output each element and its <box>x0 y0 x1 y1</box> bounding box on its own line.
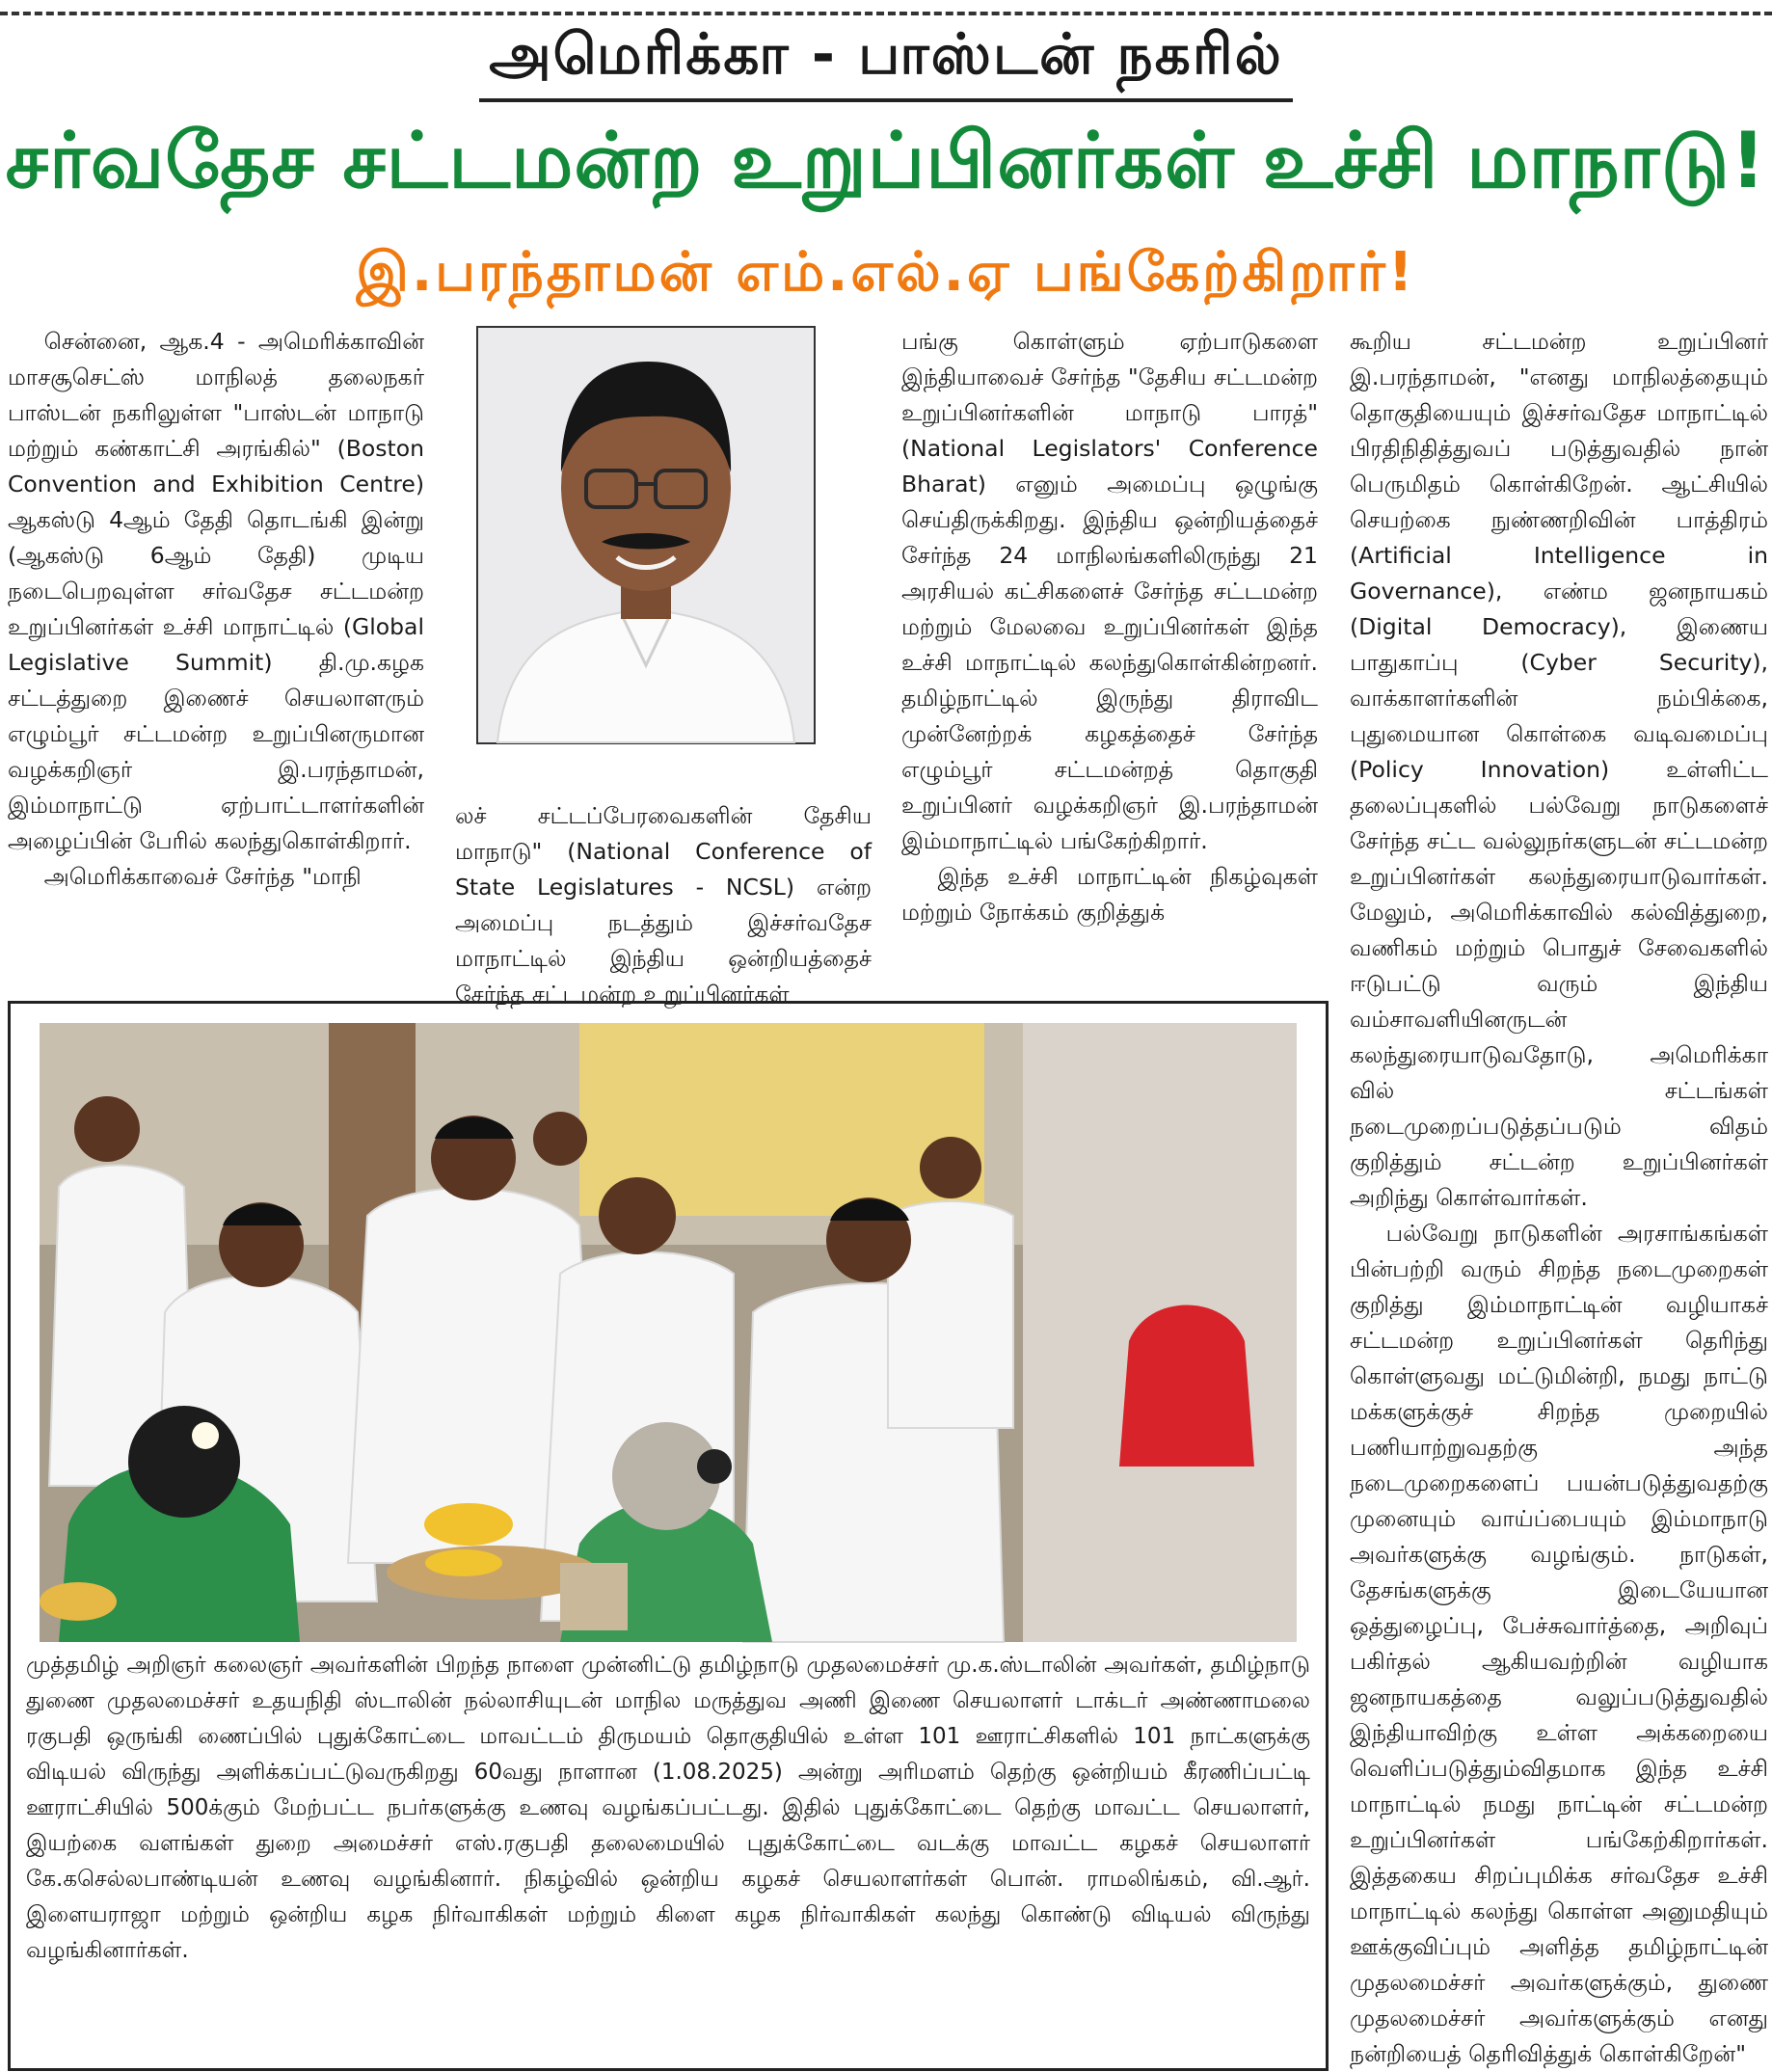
paragraph: பங்கு கொள்ளும் ஏற்பாடுகளை இந்தியாவைச் சேர்ந்த "தேசிய சட்டமன்ற உறுப்பினர்களின் மாநாடு பாரத்" (National Legislators' Conference Bharat) எனும் அமைப்பு ஒழுங்கு செய்திருக்கிறது. இந்திய ஒன்றியத்தைச் சேர்ந்த 24 மாநிலங்களிலிருந்து 21 அரசியல் கட்சிகளைச் சேர்ந்த சட்டமன்ற மற்றும் மேலவை உறுப்பினர்கள் இந்த உச்சி மாநாட்டில் கலந்துகொள்கின்றனர். தமிழ்நாட்டில் இருந்து திராவிட முன்னேற்றக் கழகத்தைச் சேர்ந்த எழும்பூர் சட்டமன்றத் தொகுதி உறுப்பினர் வழக்கறிஞர் இ.பரந்தாமன் இம்மாநாட்டில் பங்கேற்கிறார். <box>901 328 1318 854</box>
event-photo-image <box>40 1023 1297 1642</box>
photo-caption: முத்தமிழ் அறிஞர் கலைஞர் அவர்களின் பிறந்த நாளை முன்னிட்டு தமிழ்நாடு முதலமைச்சர் மு.க.ஸ்டாலின் அவர்கள், தமிழ்நாடு துணை முதலமைச்சர் உதயநிதி ஸ்டாலின் நல்லாசியுடன் மாநில மருத்துவ அணி இணை செயலாளர் டாக்டர் அண்ணாமலை ரகுபதி ஒருங்கி ணைப்பில் புதுக்கோட்டை மாவட்டம் திருமயம் தொகுதியில் உள்ள 101 ஊராட்சிகளில் 101 நாட்களுக்கு விடியல் விருந்து அளிக்கப்பட்டுவருகிறது 60வது நாளான (1.08.2025) அன்று அரிமளம் தெற்கு ஒன்றியம் கீரணிப்பட்டி ஊராட்சியில் 500க்கும் மேற்பட்ட நபர்களுக்கு உணவு வழங்கப்பட்டது. இதில் புதுக்கோட்டை தெற்கு மாவட்ட செயலாளர், இயற்கை வளங்கள் துறை அமைச்சர் எஸ்.ரகுபதி தலைமையில் புதுக்கோட்டை வடக்கு மாவட்ட கழகச் செயலாளர் கே.கசெல்லபாண்டியன் உணவு வழங்கினார். நிகழ்வில் ஒன்றிய கழகச் செயலாளர்கள் பொன். ராமலிங்கம், வி.ஆர். இளையராஜா மற்றும் ஒன்றிய கழக நிர்வாகிகள் மற்றும் கிளை கழக நிர்வாகிகள் கலந்து கொண்டு விடியல் விருந்து வழங்கினார்கள். <box>26 1653 1310 1963</box>
kicker-text: அமெரிக்கா - பாஸ்டன் நகரில் <box>479 21 1293 102</box>
paragraph: அமெரிக்காவைச் சேர்ந்த "மாநி <box>43 863 362 890</box>
paragraph: சென்னை, ஆக.4 - அமெரிக்காவின் மாசசூசெட்ஸ் மாநிலத் தலைநகர் பாஸ்டன் நகரிலுள்ள "பாஸ்டன் மாநாடு மற்றும் கண்காட்சி அரங்கில்" (Boston Convention and Exhibition Centre) ஆகஸ்டு 4ஆம் தேதி தொடங்கி இன்று (ஆகஸ்டு 6ஆம் தேதி) முடிய நடைபெறவுள்ள சர்வதேச சட்டமன்ற உறுப்பினர்கள் உச்சி மாநாட்டில் (Global Legislative Summit) தி.மு.கழக சட்டத்துறை இணைச் செயலாளரும் எழும்பூர் சட்டமன்ற உறுப்பினருமான வழக்கறிஞர் இ.பரந்தாமன், இம்மாநாட்டு ஏற்பாட்டாளர்களின் அழைப்பின் பேரில் கலந்துகொள்கிறார். <box>8 328 424 854</box>
top-dashed-rule <box>0 12 1772 15</box>
subheadline: இ.பரந்தாமன் எம்.எல்.ஏ பங்கேற்கிறார்! <box>356 241 1416 304</box>
article-column-4 <box>1350 324 1768 2067</box>
article-column-3 <box>901 324 1318 989</box>
paragraph: லச் சட்டப்பேரவைகளின் தேசிய மாநாடு" (National Conference of State Legislatures - NCSL) என்ற அமைப்பு நடத்தும் இச்சர்வதேச மாநாட்டில் இந்திய ஒன்றியத்தைச் சேர்ந்த சட்டமன்ற உறுப்பினர்கள் <box>455 802 872 1008</box>
paragraph: கூறிய சட்டமன்ற உறுப்பினர் இ.பரந்தாமன், "எனது மாநிலத்தையும் தொகுதியையும் இச்சர்வதேச மாநாட்டில் பிரதிநிதித்துவப் படுத்துவதில் நான் பெருமிதம் கொள்கிறேன். ஆட்சியில் செயற்கை நுண்ணறிவின் பாத்திரம் (Artificial Intelligence in Governance), எண்ம ஜனநாயகம் (Digital Democracy), இணைய பாதுகாப்பு (Cyber Security), வாக்காளர்களின் நம்பிக்கை, புதுமையான கொள்கை வடிவமைப்பு (Policy Innovation) உள்ளிட்ட தலைப்புகளில் பல்வேறு நாடுகளைச் சேர்ந்த சட்ட வல்லுநர்களுடன் சட்டமன்ற உறுப்பினர்கள் கலந்துரையாடுவார்கள். மேலும், அமெரிக்காவில் கல்வித்துறை, வணிகம் மற்றும் பொதுச் சேவைகளில் ஈடுபட்டு வரும் இந்திய வம்சாவளியினருடன் கலந்துரையாடுவதோடு, அமெரிக்கா வில் சட்டங்கள் நடைமுறைப்படுத்தப்படும் விதம் குறித்தும் சட்டன்ற உறுப்பினர்கள் அறிந்து கொள்வார்கள். <box>1350 328 1768 1211</box>
kicker <box>0 21 1772 102</box>
portrait-photo <box>476 326 816 744</box>
event-photo <box>40 1023 1297 1642</box>
paragraph: இந்த உச்சி மாநாட்டின் நிகழ்வுகள் மற்றும் நோக்கம் குறித்துக் <box>901 863 1318 926</box>
portrait-image <box>478 328 814 742</box>
event-photo-box <box>8 1001 1329 2071</box>
article-column-2 <box>455 798 872 1008</box>
paragraph: பல்வேறு நாடுகளின் அரசாங்கங்கள் பின்பற்றி வரும் சிறந்த நடைமுறைகள் குறித்து இம்மாநாட்டின் வழியாகச் சட்டமன்ற உறுப்பினர்கள் தெரிந்து கொள்ளுவது மட்டுமின்றி, நமது நாட்டு மக்களுக்குச் சிறந்த முறையில் பணியாற்றுவதற்கு அந்த நடைமுறைகளைப் பயன்படுத்துவதற்கு முனையும் வாய்ப்பையும் இம்மாநாடு அவர்களுக்கு வழங்கும். நாடுகள், தேசங்களுக்கு இடையேயான ஒத்துழைப்பு, பேச்சுவார்த்தை, அறிவுப் பகிர்தல் ஆகியவற்றின் வழியாக ஜனநாயகத்தை வலுப்படுத்துவதில் இந்தியாவிற்கு உள்ள அக்கறையை வெளிப்படுத்தும்விதமாக இந்த உச்சி மாநாட்டில் நமது நாட்டின் சட்டமன்ற உறுப்பினர்கள் பங்கேற்கிறார்கள். இத்தகைய சிறப்புமிக்க சர்வதேச உச்சி மாநாட்டில் கலந்து கொள்ள அனுமதியும் ஊக்குவிப்பும் அளித்த தமிழ்நாட்டின் முதலமைச்சர் அவர்களுக்கும், துணை முதலமைச்சர் அவர்களுக்கும் எனது நன்றியைத் தெரிவித்துக் கொள்கிறேன்" <box>1350 1220 1768 2067</box>
headline: சர்வதேச சட்டமன்ற உறுப்பினர்கள் உச்சி மாநாடு! <box>5 116 1767 205</box>
article-column-1 <box>8 324 424 989</box>
